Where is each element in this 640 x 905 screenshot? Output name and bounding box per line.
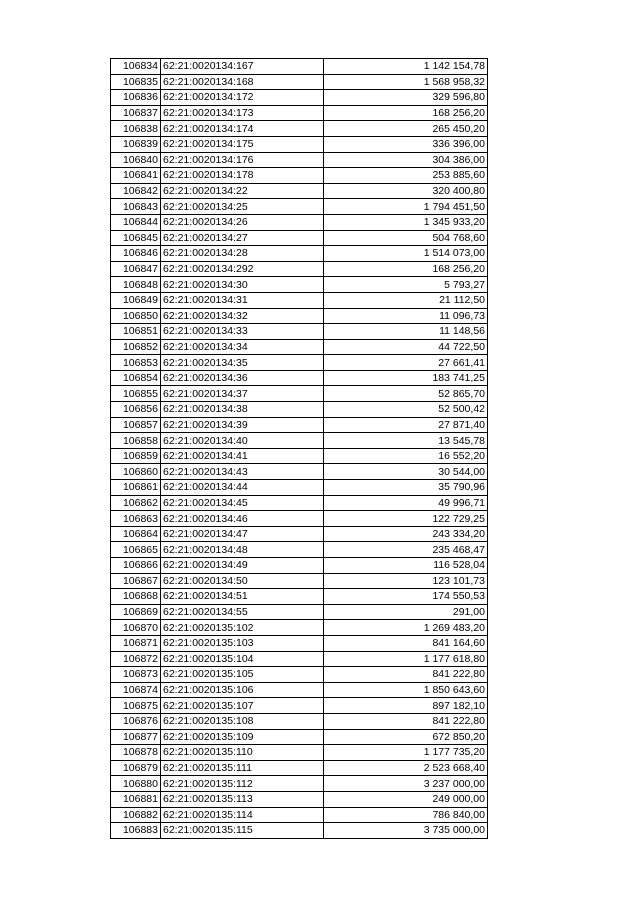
cadastral-number-cell: 62:21:0020135:115	[161, 823, 324, 839]
row-number-cell: 106877	[111, 729, 161, 745]
row-number-cell: 106878	[111, 745, 161, 761]
row-number-cell: 106882	[111, 807, 161, 823]
cadastral-value-cell: 52 500,42	[324, 402, 488, 418]
cadastral-value-cell: 243 334,20	[324, 526, 488, 542]
cadastral-value-cell: 329 596,80	[324, 90, 488, 106]
row-number-cell: 106883	[111, 823, 161, 839]
cadastral-number-cell: 62:21:0020134:43	[161, 464, 324, 480]
table-row	[111, 464, 488, 480]
row-number-cell: 106863	[111, 511, 161, 527]
cadastral-value-cell: 235 468,47	[324, 542, 488, 558]
cadastral-number-cell: 62:21:0020134:47	[161, 526, 324, 542]
cadastral-value-cell: 44 722,50	[324, 339, 488, 355]
table-row	[111, 136, 488, 152]
table-row	[111, 339, 488, 355]
table-row	[111, 807, 488, 823]
row-number-cell: 106866	[111, 558, 161, 574]
table-row	[111, 542, 488, 558]
row-number-cell: 106859	[111, 448, 161, 464]
cadastral-number-cell: 62:21:0020134:176	[161, 152, 324, 168]
table-row	[111, 246, 488, 262]
cadastral-number-cell: 62:21:0020134:178	[161, 168, 324, 184]
table-row	[111, 760, 488, 776]
table-row	[111, 355, 488, 371]
row-number-cell: 106860	[111, 464, 161, 480]
table-row	[111, 308, 488, 324]
table-row	[111, 105, 488, 121]
table-row	[111, 433, 488, 449]
cadastral-value-cell: 1 794 451,50	[324, 199, 488, 215]
cadastral-value-cell: 672 850,20	[324, 729, 488, 745]
cadastral-number-cell: 62:21:0020134:30	[161, 277, 324, 293]
table-row	[111, 573, 488, 589]
cadastral-number-cell: 62:21:0020134:55	[161, 604, 324, 620]
table-row	[111, 152, 488, 168]
table-row	[111, 59, 488, 75]
table-body	[111, 59, 488, 839]
cadastral-value-cell: 5 793,27	[324, 277, 488, 293]
cadastral-number-cell: 62:21:0020134:175	[161, 136, 324, 152]
row-number-cell: 106837	[111, 105, 161, 121]
table-row	[111, 729, 488, 745]
cadastral-number-cell: 62:21:0020134:31	[161, 292, 324, 308]
row-number-cell: 106853	[111, 355, 161, 371]
cadastral-number-cell: 62:21:0020134:27	[161, 230, 324, 246]
table-row	[111, 558, 488, 574]
table-row	[111, 402, 488, 418]
cadastral-value-cell: 3 237 000,00	[324, 776, 488, 792]
cadastral-value-cell: 1 142 154,78	[324, 59, 488, 75]
cadastral-number-cell: 62:21:0020134:39	[161, 417, 324, 433]
row-number-cell: 106838	[111, 121, 161, 137]
cadastral-number-cell: 62:21:0020134:25	[161, 199, 324, 215]
table-row	[111, 495, 488, 511]
cadastral-number-cell: 62:21:0020135:109	[161, 729, 324, 745]
cadastral-value-cell: 174 550,53	[324, 589, 488, 605]
table-row	[111, 745, 488, 761]
cadastral-value-cell: 49 996,71	[324, 495, 488, 511]
cadastral-value-cell: 16 552,20	[324, 448, 488, 464]
cadastral-value-cell: 265 450,20	[324, 121, 488, 137]
row-number-cell: 106872	[111, 651, 161, 667]
row-number-cell: 106851	[111, 324, 161, 340]
table-row	[111, 417, 488, 433]
cadastral-number-cell: 62:21:0020135:112	[161, 776, 324, 792]
cadastral-value-cell: 168 256,20	[324, 261, 488, 277]
cadastral-number-cell: 62:21:0020135:103	[161, 635, 324, 651]
cadastral-number-cell: 62:21:0020134:292	[161, 261, 324, 277]
cadastral-number-cell: 62:21:0020134:167	[161, 59, 324, 75]
cadastral-value-cell: 1 568 958,32	[324, 74, 488, 90]
table-row	[111, 199, 488, 215]
cadastral-value-cell: 13 545,78	[324, 433, 488, 449]
table-row	[111, 698, 488, 714]
cadastral-value-cell: 27 871,40	[324, 417, 488, 433]
cadastral-number-cell: 62:21:0020134:32	[161, 308, 324, 324]
row-number-cell: 106849	[111, 292, 161, 308]
row-number-cell: 106848	[111, 277, 161, 293]
cadastral-number-cell: 62:21:0020134:44	[161, 480, 324, 496]
cadastral-value-cell: 183 741,25	[324, 370, 488, 386]
cadastral-value-cell: 123 101,73	[324, 573, 488, 589]
cadastral-number-cell: 62:21:0020134:33	[161, 324, 324, 340]
table-row	[111, 526, 488, 542]
cadastral-number-cell: 62:21:0020134:173	[161, 105, 324, 121]
cadastral-number-cell: 62:21:0020135:114	[161, 807, 324, 823]
cadastral-value-cell: 336 396,00	[324, 136, 488, 152]
row-number-cell: 106869	[111, 604, 161, 620]
row-number-cell: 106834	[111, 59, 161, 75]
cadastral-number-cell: 62:21:0020134:41	[161, 448, 324, 464]
cadastral-value-cell: 35 790,96	[324, 480, 488, 496]
row-number-cell: 106845	[111, 230, 161, 246]
cadastral-number-cell: 62:21:0020135:104	[161, 651, 324, 667]
table-row	[111, 90, 488, 106]
row-number-cell: 106864	[111, 526, 161, 542]
cadastral-number-cell: 62:21:0020135:108	[161, 713, 324, 729]
row-number-cell: 106871	[111, 635, 161, 651]
cadastral-value-cell: 253 885,60	[324, 168, 488, 184]
cadastral-number-cell: 62:21:0020134:36	[161, 370, 324, 386]
row-number-cell: 106881	[111, 791, 161, 807]
cadastral-number-cell: 62:21:0020134:46	[161, 511, 324, 527]
row-number-cell: 106875	[111, 698, 161, 714]
cadastral-number-cell: 62:21:0020134:38	[161, 402, 324, 418]
cadastral-number-cell: 62:21:0020134:35	[161, 355, 324, 371]
row-number-cell: 106870	[111, 620, 161, 636]
table-row	[111, 667, 488, 683]
table-row	[111, 168, 488, 184]
row-number-cell: 106842	[111, 183, 161, 199]
table-row	[111, 620, 488, 636]
row-number-cell: 106841	[111, 168, 161, 184]
cadastral-value-cell: 291,00	[324, 604, 488, 620]
row-number-cell: 106857	[111, 417, 161, 433]
cadastral-number-cell: 62:21:0020134:28	[161, 246, 324, 262]
cadastral-value-cell: 1 177 618,80	[324, 651, 488, 667]
table-row	[111, 230, 488, 246]
cadastral-value-cell: 841 164,60	[324, 635, 488, 651]
row-number-cell: 106836	[111, 90, 161, 106]
cadastral-value-cell: 1 269 483,20	[324, 620, 488, 636]
cadastral-value-cell: 11 096,73	[324, 308, 488, 324]
cadastral-value-cell: 1 345 933,20	[324, 214, 488, 230]
row-number-cell: 106868	[111, 589, 161, 605]
table-row	[111, 324, 488, 340]
table-row	[111, 589, 488, 605]
table-row	[111, 511, 488, 527]
cadastral-number-cell: 62:21:0020135:111	[161, 760, 324, 776]
cadastral-number-cell: 62:21:0020134:40	[161, 433, 324, 449]
row-number-cell: 106858	[111, 433, 161, 449]
cadastral-value-cell: 116 528,04	[324, 558, 488, 574]
table-row	[111, 121, 488, 137]
row-number-cell: 106835	[111, 74, 161, 90]
row-number-cell: 106846	[111, 246, 161, 262]
row-number-cell: 106843	[111, 199, 161, 215]
row-number-cell: 106865	[111, 542, 161, 558]
row-number-cell: 106873	[111, 667, 161, 683]
cadastral-number-cell: 62:21:0020135:110	[161, 745, 324, 761]
table-row	[111, 261, 488, 277]
row-number-cell: 106874	[111, 682, 161, 698]
cadastral-number-cell: 62:21:0020134:172	[161, 90, 324, 106]
row-number-cell: 106867	[111, 573, 161, 589]
table-row	[111, 776, 488, 792]
cadastral-value-cell: 320 400,80	[324, 183, 488, 199]
cadastral-number-cell: 62:21:0020134:48	[161, 542, 324, 558]
cadastral-value-cell: 1 514 073,00	[324, 246, 488, 262]
row-number-cell: 106876	[111, 713, 161, 729]
table-row	[111, 183, 488, 199]
cadastral-value-table	[110, 58, 488, 839]
cadastral-value-cell: 1 177 735,20	[324, 745, 488, 761]
cadastral-value-cell: 2 523 668,40	[324, 760, 488, 776]
cadastral-number-cell: 62:21:0020134:26	[161, 214, 324, 230]
cadastral-number-cell: 62:21:0020135:107	[161, 698, 324, 714]
cadastral-number-cell: 62:21:0020134:34	[161, 339, 324, 355]
row-number-cell: 106855	[111, 386, 161, 402]
cadastral-number-cell: 62:21:0020134:37	[161, 386, 324, 402]
row-number-cell: 106840	[111, 152, 161, 168]
table-row	[111, 791, 488, 807]
table-row	[111, 214, 488, 230]
table-row	[111, 651, 488, 667]
cadastral-number-cell: 62:21:0020134:45	[161, 495, 324, 511]
row-number-cell: 106861	[111, 480, 161, 496]
row-number-cell: 106862	[111, 495, 161, 511]
cadastral-number-cell: 62:21:0020135:106	[161, 682, 324, 698]
table-row	[111, 386, 488, 402]
cadastral-value-cell: 304 386,00	[324, 152, 488, 168]
cadastral-number-cell: 62:21:0020134:51	[161, 589, 324, 605]
row-number-cell: 106847	[111, 261, 161, 277]
cadastral-value-cell: 52 865,70	[324, 386, 488, 402]
table-row	[111, 682, 488, 698]
cadastral-number-cell: 62:21:0020134:22	[161, 183, 324, 199]
row-number-cell: 106856	[111, 402, 161, 418]
table-row	[111, 74, 488, 90]
table-row	[111, 823, 488, 839]
cadastral-value-cell: 841 222,80	[324, 667, 488, 683]
cadastral-number-cell: 62:21:0020135:113	[161, 791, 324, 807]
table-row	[111, 370, 488, 386]
row-number-cell: 106850	[111, 308, 161, 324]
cadastral-number-cell: 62:21:0020135:105	[161, 667, 324, 683]
cadastral-value-cell: 30 544,00	[324, 464, 488, 480]
cadastral-number-cell: 62:21:0020134:174	[161, 121, 324, 137]
cadastral-number-cell: 62:21:0020135:102	[161, 620, 324, 636]
table-row	[111, 292, 488, 308]
row-number-cell: 106879	[111, 760, 161, 776]
row-number-cell: 106844	[111, 214, 161, 230]
cadastral-number-cell: 62:21:0020134:168	[161, 74, 324, 90]
cadastral-value-cell: 21 112,50	[324, 292, 488, 308]
row-number-cell: 106854	[111, 370, 161, 386]
cadastral-value-cell: 841 222,80	[324, 713, 488, 729]
cadastral-value-cell: 504 768,60	[324, 230, 488, 246]
table-row	[111, 480, 488, 496]
cadastral-value-cell: 1 850 643,60	[324, 682, 488, 698]
cadastral-value-cell: 27 661,41	[324, 355, 488, 371]
cadastral-value-cell: 122 729,25	[324, 511, 488, 527]
table-row	[111, 635, 488, 651]
table-row	[111, 713, 488, 729]
cadastral-value-cell: 786 840,00	[324, 807, 488, 823]
cadastral-value-cell: 897 182,10	[324, 698, 488, 714]
cadastral-number-cell: 62:21:0020134:50	[161, 573, 324, 589]
row-number-cell: 106839	[111, 136, 161, 152]
row-number-cell: 106880	[111, 776, 161, 792]
cadastral-value-cell: 168 256,20	[324, 105, 488, 121]
cadastral-value-cell: 249 000,00	[324, 791, 488, 807]
cadastral-value-cell: 11 148,56	[324, 324, 488, 340]
table-row	[111, 604, 488, 620]
table-row	[111, 277, 488, 293]
cadastral-value-cell: 3 735 000,00	[324, 823, 488, 839]
row-number-cell: 106852	[111, 339, 161, 355]
table-row	[111, 448, 488, 464]
cadastral-number-cell: 62:21:0020134:49	[161, 558, 324, 574]
